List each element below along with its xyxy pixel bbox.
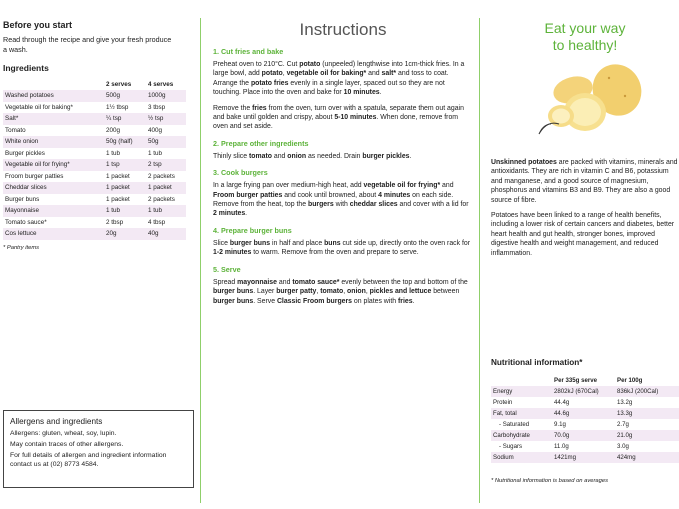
bold-text: fries (252, 104, 267, 112)
nutrition-header-cell: Per 100g (617, 377, 643, 384)
ingredient-amount: 1 packet (106, 195, 130, 203)
allergen-line: May contain traces of other allergens. (10, 441, 124, 448)
ingredient-row (3, 113, 186, 125)
ingredient-name: Vegetable oil for baking* (5, 103, 73, 111)
instructions-title: Instructions (299, 20, 387, 39)
ingredient-name: Salt* (3, 113, 104, 125)
text-run: . (409, 152, 412, 160)
text-run: on plates with (352, 297, 398, 305)
text-run: , (365, 288, 370, 296)
nutrient-name: - Sugars (499, 443, 523, 450)
nutrient-value: 21.0g (615, 430, 679, 441)
ingredient-amount: 1 packet (106, 172, 130, 180)
text-run: and (276, 278, 293, 286)
text-run: in half and place (270, 239, 325, 247)
ingredient-row (3, 194, 186, 206)
text-run: Slice (213, 239, 230, 247)
step-body (213, 278, 473, 306)
pantry-note: * Pantry items (3, 244, 40, 251)
step-paragraph (213, 239, 473, 258)
nutrient-name: Protein (493, 399, 513, 406)
ingredient-amount: 50g (146, 136, 186, 148)
step-title: 5. Serve (213, 264, 241, 274)
text-run: evenly in a single layer, spaced out so they are not touching. Place into the oven and bake for (213, 79, 445, 97)
bold-text: potato fries (250, 79, 289, 87)
text-run: . When done, remove from oven and set aside. (213, 114, 459, 131)
text-run: Spread (213, 278, 238, 286)
step-title: 4. Prepare burger buns (213, 225, 292, 235)
ingredient-amount: 4 tbsp (148, 218, 166, 226)
nutrient-value: 2802kJ (670Cal) (552, 386, 615, 397)
instructions-column (201, 0, 479, 509)
text-run: , (316, 288, 321, 296)
ingredient-row (3, 102, 186, 114)
text-run: and (271, 152, 288, 160)
step-body (213, 60, 473, 132)
step-body (213, 239, 473, 258)
text-run: and (366, 70, 382, 78)
nutrition-row (491, 441, 679, 452)
bold-text: salt* (381, 70, 397, 78)
ingredient-name: Burger pickles (5, 149, 45, 157)
ingredient-row (3, 159, 186, 171)
ingredient-amount: 2 tsp (146, 159, 186, 171)
ingredient-amount: 1 tub (146, 205, 186, 217)
text-run: . Serve (253, 297, 277, 305)
ingredient-name: White onion (3, 136, 104, 148)
potato-paragraph (491, 158, 679, 205)
ingredients-heading: Ingredients (3, 63, 49, 73)
ingredient-row (3, 90, 186, 102)
nutrient-name: - Saturated (499, 421, 530, 428)
bold-text: burgers (308, 201, 334, 209)
bold-text: 1-2 minutes (213, 249, 252, 257)
ingredient-amount: 400g (148, 126, 163, 134)
nutrient-name: Sodium (491, 452, 552, 463)
nutrient-value: 70.0g (552, 430, 615, 441)
bold-text: burger buns (213, 288, 254, 296)
ingredients-header-row (3, 78, 186, 90)
bold-text: 5-10 minutes (334, 114, 377, 122)
step-paragraph (213, 60, 473, 98)
ingredient-row (3, 136, 186, 148)
step-paragraph (213, 152, 473, 161)
nutrient-value: 9.1g (554, 421, 566, 428)
bold-text: buns (324, 239, 341, 247)
bold-text: burger patty (276, 288, 317, 296)
nutrition-row (491, 408, 679, 419)
ingredient-name: Vegetable oil for frying* (3, 159, 104, 171)
ingredient-row (3, 217, 186, 229)
ingredient-amount: ¼ tsp (104, 113, 146, 125)
nutrient-value: 11.0g (554, 443, 569, 450)
text-run: and toss to coat. Arrange the (213, 70, 449, 87)
text-run: , (282, 70, 287, 78)
text-run: Preheat oven to 210°C. Cut (213, 61, 300, 68)
text-run: are packed with vitamins, minerals and antioxidants. They are rich in vitamin C and B6, potassium and manganese, and a good source of magnesium, phosphorus and vitamins B3 and B9. They are also a good source of fibre. (491, 159, 678, 204)
text-run: and cook until browned, about (282, 191, 379, 199)
step-body (213, 181, 473, 219)
bold-text: cheddar slices (349, 201, 398, 209)
ingredient-name: Washed potatoes (3, 90, 104, 102)
bold-text: 10 minutes (343, 89, 380, 97)
before-start-heading: Before you start (3, 20, 73, 30)
bold-text: tomato sauce* (292, 278, 340, 286)
ingredients-header-cell: 2 serves (106, 80, 132, 88)
allergen-line: Allergens: gluten, wheat, soy, lupin. (10, 430, 117, 437)
before-start-text: Read through the recipe and give your fresh produce a wash. (3, 35, 172, 54)
ingredient-name: Froom burger patties (5, 172, 64, 180)
ingredients-header-cell (3, 78, 104, 90)
ingredient-amount: 1½ tbsp (106, 103, 129, 111)
healthy-title (490, 20, 679, 54)
ingredient-row (3, 228, 186, 240)
nutrition-header-cell (491, 375, 552, 386)
ingredient-name: Tomato (5, 126, 26, 134)
ingredient-amount: 1000g (146, 90, 186, 102)
ingredient-name: Burger buns (5, 195, 40, 203)
potato-paragraph: Potatoes have been linked to a range of health benefits, including a lower risk of certain cancers and diabetes, better heart health and gut health, stronger bones, improved digestive health and weight management, and reduced inflammation. (491, 212, 675, 257)
nutrient-value: 44.6g (552, 408, 615, 419)
bold-text: tomato (320, 288, 344, 296)
ingredient-row (3, 205, 186, 217)
text-run: from the oven, turn over with a spatula, separate them out again and bake until golden and crispy, about (213, 104, 464, 122)
ingredient-row (3, 182, 186, 194)
ingredient-amount: 1 tsp (104, 159, 146, 171)
bold-text: 2 minutes (213, 210, 246, 218)
nutrient-name: Energy (491, 386, 552, 397)
ingredient-amount: 1 packet (146, 182, 186, 194)
text-run: Remove the (213, 104, 253, 112)
ingredient-amount: 1 tub (104, 205, 146, 217)
bold-text: potato (299, 61, 321, 68)
nutrition-row (491, 430, 679, 441)
nutrient-name: Fat, total (491, 408, 552, 419)
text-run: and (440, 182, 454, 190)
ingredient-amount: 3 tbsp (148, 103, 166, 111)
step-title: 1. Cut fries and bake (213, 47, 284, 56)
text-run: evenly between the top and bottom of the (339, 278, 468, 286)
bold-text: pickles and lettuce (369, 288, 432, 296)
bold-text: Froom burger patties (213, 191, 283, 199)
nutrition-row (491, 419, 679, 430)
ingredient-row (3, 171, 186, 183)
ingredient-amount: 200g (106, 126, 121, 134)
bold-text: onion (347, 288, 366, 296)
ingredient-name: Cos lettuce (3, 228, 104, 240)
bold-text: burger pickles (362, 152, 410, 160)
nutrient-value: 1421mg (552, 452, 615, 463)
text-run: . (379, 89, 382, 97)
bold-text: tomato (249, 152, 272, 160)
nutrition-row (491, 386, 679, 397)
ingredient-amount: 40g (146, 228, 186, 240)
healthy-title-line1: Eat your way (544, 20, 626, 36)
text-run: (unpeeled) lengthwise into 1cm-thick fries. In a large bowl, add (213, 61, 465, 78)
ingredients-header-cell: 4 serves (148, 80, 174, 88)
allergen-box (3, 410, 194, 488)
bold-text: vegetable oil for baking* (286, 70, 367, 78)
step-paragraph (213, 181, 473, 219)
ingredients-table (3, 78, 186, 240)
text-run: and cover with a lid for (397, 201, 469, 209)
step-title: 2. Prepare other ingredients (213, 138, 309, 148)
bold-text: 4 minutes (378, 191, 411, 199)
nutrient-value: 3.0g (617, 443, 629, 450)
ingredient-amount: 1 tub (106, 149, 121, 157)
nutrition-header-row (491, 375, 679, 386)
ingredient-name: Tomato sauce* (5, 218, 47, 226)
ingredient-row (3, 148, 186, 160)
step-body (213, 152, 473, 161)
nutrient-value: 2.7g (617, 421, 629, 428)
nutrition-row (491, 397, 679, 408)
ingredient-amount: 20g (104, 228, 146, 240)
ingredient-amount: 500g (104, 90, 146, 102)
bold-text: fries (397, 297, 413, 305)
nutrient-value: 44.4g (554, 399, 570, 406)
text-run: . Layer (253, 288, 277, 296)
nutrition-heading: Nutritional information* (491, 358, 583, 367)
text-run: between (431, 288, 460, 296)
text-run: cut side up, directly onto the oven rack for (340, 239, 471, 247)
allergen-heading: Allergens and ingredients (10, 417, 103, 426)
ingredient-amount: ½ tsp (146, 113, 186, 125)
instruction-steps (213, 47, 473, 306)
text-run: . (245, 210, 248, 218)
ingredient-amount: 2 packets (148, 172, 175, 180)
potato-illustration (535, 60, 645, 140)
potato-benefits-text (491, 158, 679, 264)
allergen-contact: For full details of allergen and ingredient information contact us at (02) 8773 4584. (10, 452, 167, 468)
text-run: on each side. Remove from the heat, top the (213, 191, 454, 209)
bold-text: burger buns (229, 239, 271, 247)
nutrient-name: Carbohydrate (491, 430, 552, 441)
nutrient-value: 13.3g (615, 408, 679, 419)
text-run: as needed. Drain (306, 152, 363, 160)
nutrition-table (491, 375, 679, 463)
bold-text: mayonnaise (237, 278, 277, 286)
healthy-title-line2: to healthy! (552, 37, 618, 53)
text-run: Thinly slice (213, 152, 249, 160)
text-run: with (333, 201, 350, 209)
bold-text: burger buns (213, 297, 254, 305)
step-paragraph (213, 104, 473, 132)
step-title: 3. Cook burgers (213, 168, 268, 178)
bold-text: Unskinned potatoes (491, 159, 557, 166)
bold-text: Classic Froom burgers (276, 297, 353, 305)
step-paragraph (213, 278, 473, 306)
nutrient-value: 836kJ (200Cal) (615, 386, 679, 397)
ingredient-amount: 50g (half) (104, 136, 146, 148)
nutrition-header-cell: Per 335g serve (554, 377, 598, 384)
ingredient-row (3, 125, 186, 137)
nutrient-value: 424mg (615, 452, 679, 463)
bold-text: onion (287, 152, 307, 160)
text-run: In a large frying pan over medium-high heat, add (213, 182, 364, 190)
nutrition-row (491, 452, 679, 463)
text-run: , (343, 288, 348, 296)
bold-text: vegetable oil for frying* (363, 182, 441, 190)
text-run: . (412, 297, 415, 305)
ingredient-amount: 2 packets (148, 195, 175, 203)
bold-text: potato (261, 70, 283, 78)
ingredient-amount: 1 tub (148, 149, 163, 157)
text-run: to warm. Remove from the oven and prepare to serve. (251, 249, 419, 257)
ingredient-amount: 1 packet (104, 182, 146, 194)
nutrient-value: 13.2g (617, 399, 633, 406)
ingredient-name: Mayonnaise (3, 205, 104, 217)
ingredient-name: Cheddar slices (3, 182, 104, 194)
ingredient-amount: 2 tbsp (106, 218, 124, 226)
nutrition-note: * Nutritional information is based on averages (491, 478, 608, 484)
